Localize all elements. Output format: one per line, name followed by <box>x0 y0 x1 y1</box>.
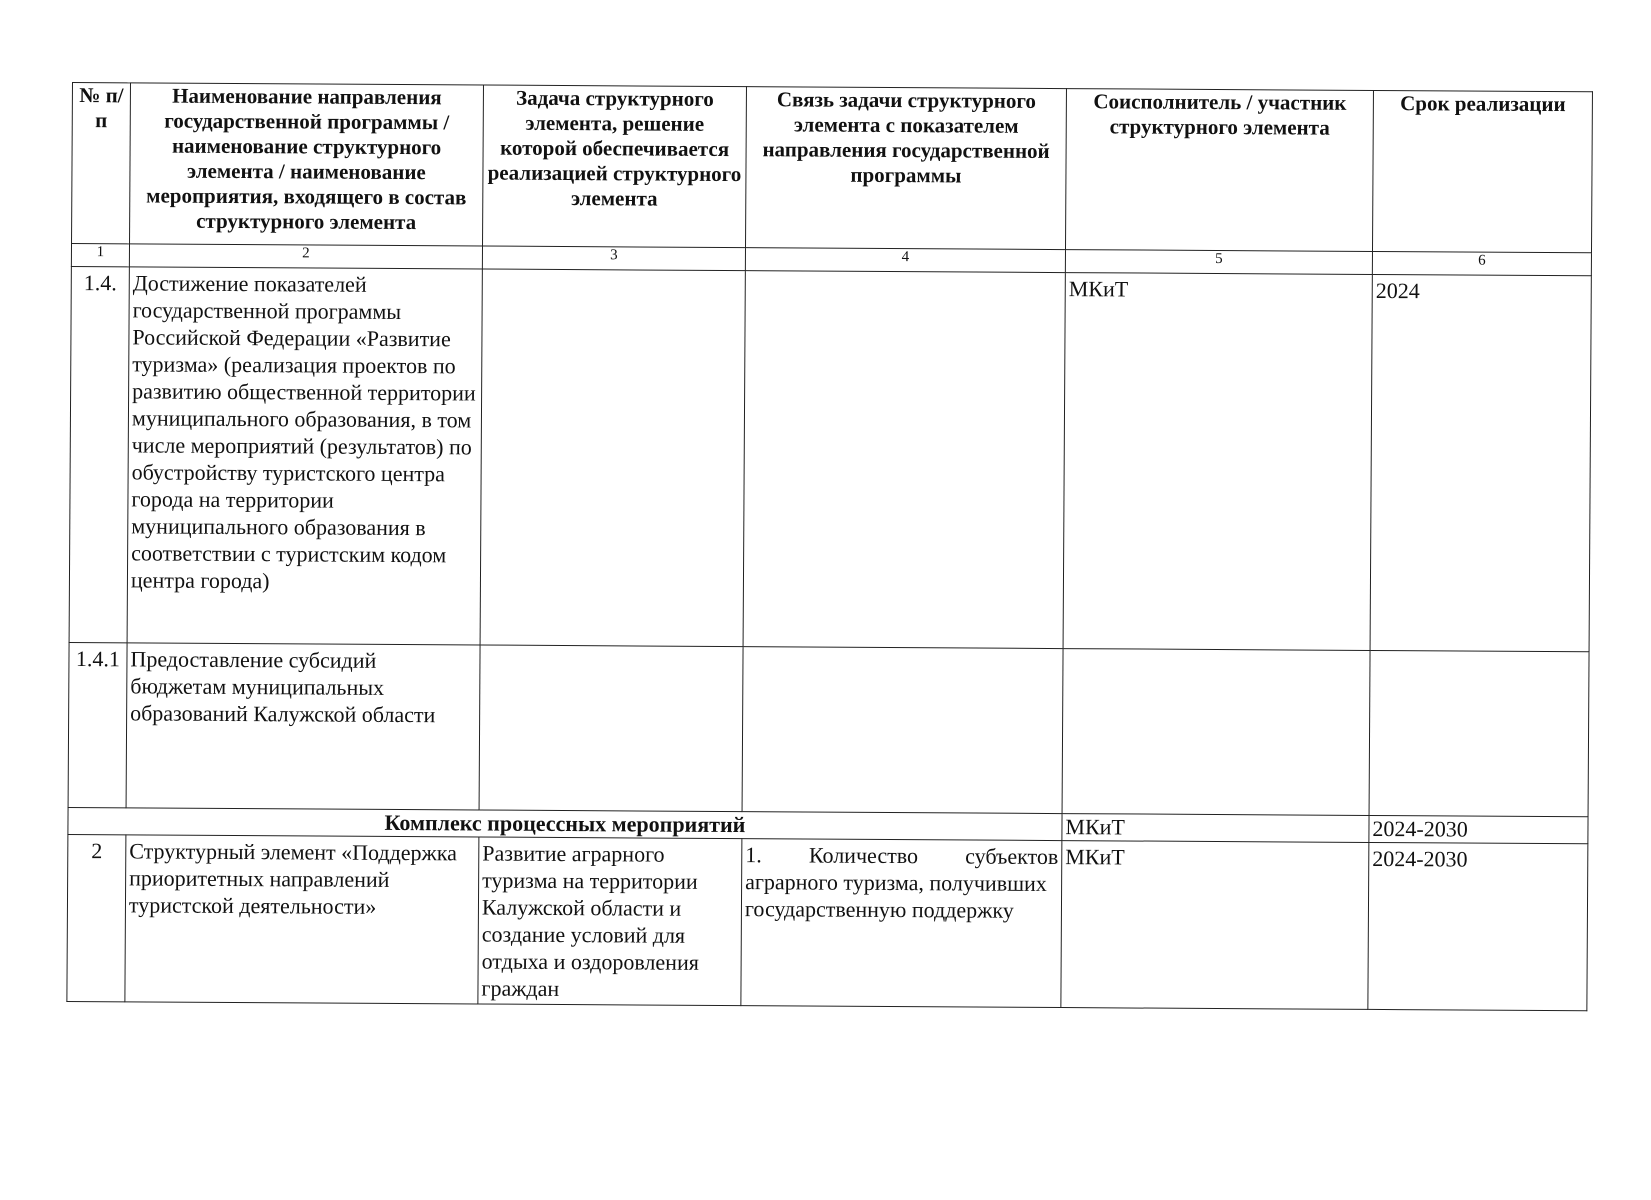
row-number: 1.4.1 <box>68 642 127 807</box>
row-name: Достижение показателей государственной программы Российской Федерации «Развитие туризма» (реализация проектов по развитию общественной территории муниципального образования, в том числе мероприятий (результатов) по обустройству туристского центра города на территории муниципального образования в соответствии с туристским кодом центра города) <box>127 267 482 645</box>
row-term: 2024-2030 <box>1368 842 1588 1010</box>
row-link <box>742 647 1063 814</box>
row-term <box>1369 650 1589 816</box>
column-number: 5 <box>1065 250 1372 275</box>
header-number: № п/п <box>72 83 131 244</box>
document-sheet <box>66 82 1592 1011</box>
section-executor: МКиТ <box>1062 814 1369 843</box>
link-word: субъектов <box>965 843 1059 870</box>
row-term: 2024 <box>1370 274 1591 651</box>
row-name: Предоставление субсидий бюджетам муниципальных образований Калужской области <box>126 643 480 810</box>
row-link <box>741 839 1062 1008</box>
header-task: Задача структурного элемента, решение которой обеспечивается реализацией структурного элемента <box>483 85 747 248</box>
row-executor <box>1062 649 1370 816</box>
row-executor: МКиТ <box>1061 841 1369 1010</box>
row-name: Структурный элемент «Поддержка приоритетных направлений туристской деятельности» <box>125 835 479 1004</box>
table-row <box>68 642 1589 816</box>
column-number: 3 <box>482 246 745 271</box>
row-number: 1.4. <box>69 266 129 642</box>
link-word: Количество <box>808 842 919 869</box>
column-number: 2 <box>129 244 482 269</box>
section-title: Комплекс процессных мероприятий <box>68 807 1062 840</box>
link-rest: аграрного туризма, получивших государственную поддержку <box>744 869 1047 923</box>
row-task: Развитие аграрного туризма на территории Калужской области и создание условий для отдыха и оздоровления граждан <box>478 837 742 1006</box>
table-row <box>69 266 1591 651</box>
header-term: Срок реализации <box>1372 90 1592 252</box>
column-number: 4 <box>745 248 1065 273</box>
row-link <box>743 271 1065 649</box>
row-task <box>480 269 745 647</box>
row-task <box>479 645 743 812</box>
header-link: Связь задачи структурного элемента с показателем направления государственной программы <box>746 87 1067 250</box>
column-number: 6 <box>1372 251 1591 275</box>
header-name: Наименование направления государственной программы / наименование структурного элемента / наименование мероприятия, входящего в состав структурного элемента <box>130 83 484 246</box>
row-number: 2 <box>67 834 126 1001</box>
section-term: 2024-2030 <box>1369 815 1588 843</box>
link-number: 1. <box>745 842 762 868</box>
header-executor: Соисполнитель / участник структурного элемента <box>1065 89 1373 252</box>
link-first-line <box>745 841 1058 870</box>
program-table <box>66 82 1593 1011</box>
row-executor: МКиТ <box>1063 273 1372 651</box>
table-row <box>67 834 1588 1010</box>
column-number: 1 <box>71 244 129 267</box>
header-row <box>72 83 1593 253</box>
